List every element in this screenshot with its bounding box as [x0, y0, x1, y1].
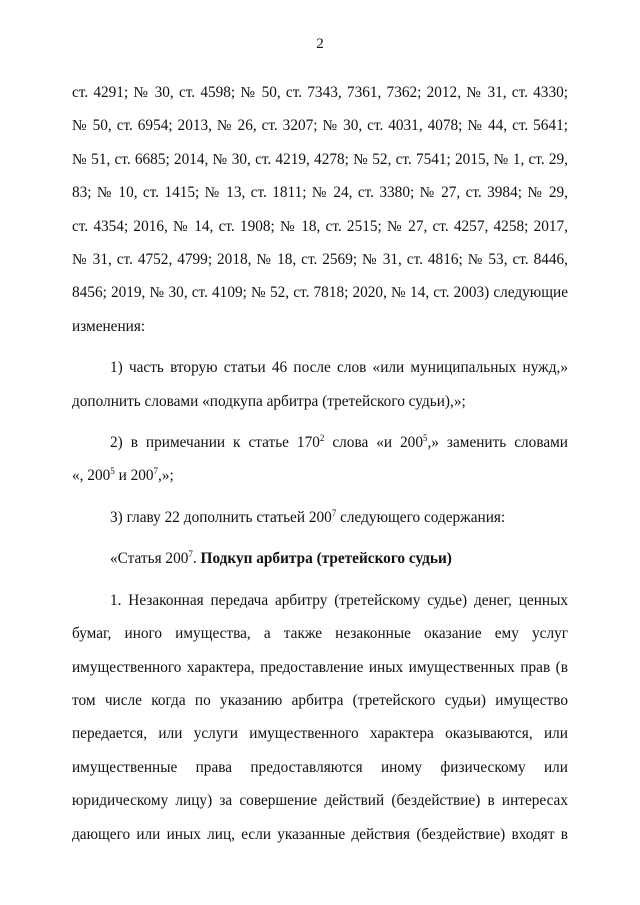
part1-line: передается, или услуги имущественного характера оказываются, или	[72, 725, 568, 743]
article-heading: «Статья $200^7$. Подкуп арбитра (третейского судьи)	[110, 549, 452, 568]
amendment-item-2	[72, 426, 568, 493]
part1-line: бумаг, иного имущества, а также незаконные оказание ему услуг	[72, 625, 568, 643]
reference-line: № 31, ст. 4752, 4799; 2018, № 18, ст. 2569; № 31, ст. 4816; № 53, ст. 8446,	[72, 251, 568, 269]
reference-line: 83; № 10, ст. 1415; № 13, ст. 1811; № 24, ст. 3380; № 27, ст. 3984; № 29,	[72, 184, 568, 202]
amendment-item-3: 3) главу 22 дополнить статьей $200^7$ следующего содержания:	[110, 507, 506, 526]
reference-line: № 50, ст. 6954; 2013, № 26, ст. 3207; № 30, ст. 4031, 4078; № 44, ст. 5641;	[72, 117, 568, 135]
article-title: Подкуп арбитра (третейского судьи)	[200, 550, 452, 568]
reference-line: ст. 4354; 2016, № 14, ст. 1908; № 18, ст. 2515; № 27, ст. 4257, 4258; 2017,	[72, 217, 568, 235]
part1-line: том числе когда по указанию арбитра (третейского судьи) имущество	[72, 691, 568, 709]
reference-line: № 51, ст. 6685; 2014, № 30, ст. 4219, 4278; № 52, ст. 7541; 2015, № 1, ст. 29,	[72, 150, 568, 168]
item2-line2: «, $200^5$ и $200^7$,»;	[72, 466, 174, 485]
reference-line: 8456; 2019, № 30, ст. 4109; № 52, ст. 7818; 2020, № 14, ст. 2003) следующие	[72, 284, 568, 302]
part1-line: имущественные права предоставляются иному физическому или	[72, 758, 568, 776]
article-part-1	[72, 584, 568, 851]
part1-line: юридическому лицу) за совершение действий (бездействие) в интересах	[72, 792, 568, 810]
item1-line2: дополнить словами «подкупа арбитра (третейского судьи),»;	[72, 392, 466, 410]
document-body	[72, 76, 568, 851]
item2-line1: 2) в примечании к статье $170^2$ слова «и $200^5$,» заменить словами	[110, 432, 568, 452]
reference-line: ст. 4291; № 30, ст. 4598; № 50, ст. 7343, 7361, 7362; 2012, № 31, ст. 4330;	[72, 84, 568, 101]
part1-line: дающего или иных лиц, если указанные действия (бездействие) входят в	[72, 825, 568, 843]
part1-line: имущественного характера, предоставление иных имущественных прав (в	[72, 658, 568, 676]
item1-line1: 1) часть вторую статьи 46 после слов «или муниципальных нужд,»	[110, 359, 568, 377]
references-paragraph	[72, 76, 568, 310]
part1-line: 1. Незаконная передача арбитру (третейскому судье) денег, ценных	[110, 591, 568, 609]
page-number: 2	[316, 36, 324, 52]
amendment-item-1	[72, 351, 568, 418]
references-end: изменения:	[72, 317, 146, 335]
